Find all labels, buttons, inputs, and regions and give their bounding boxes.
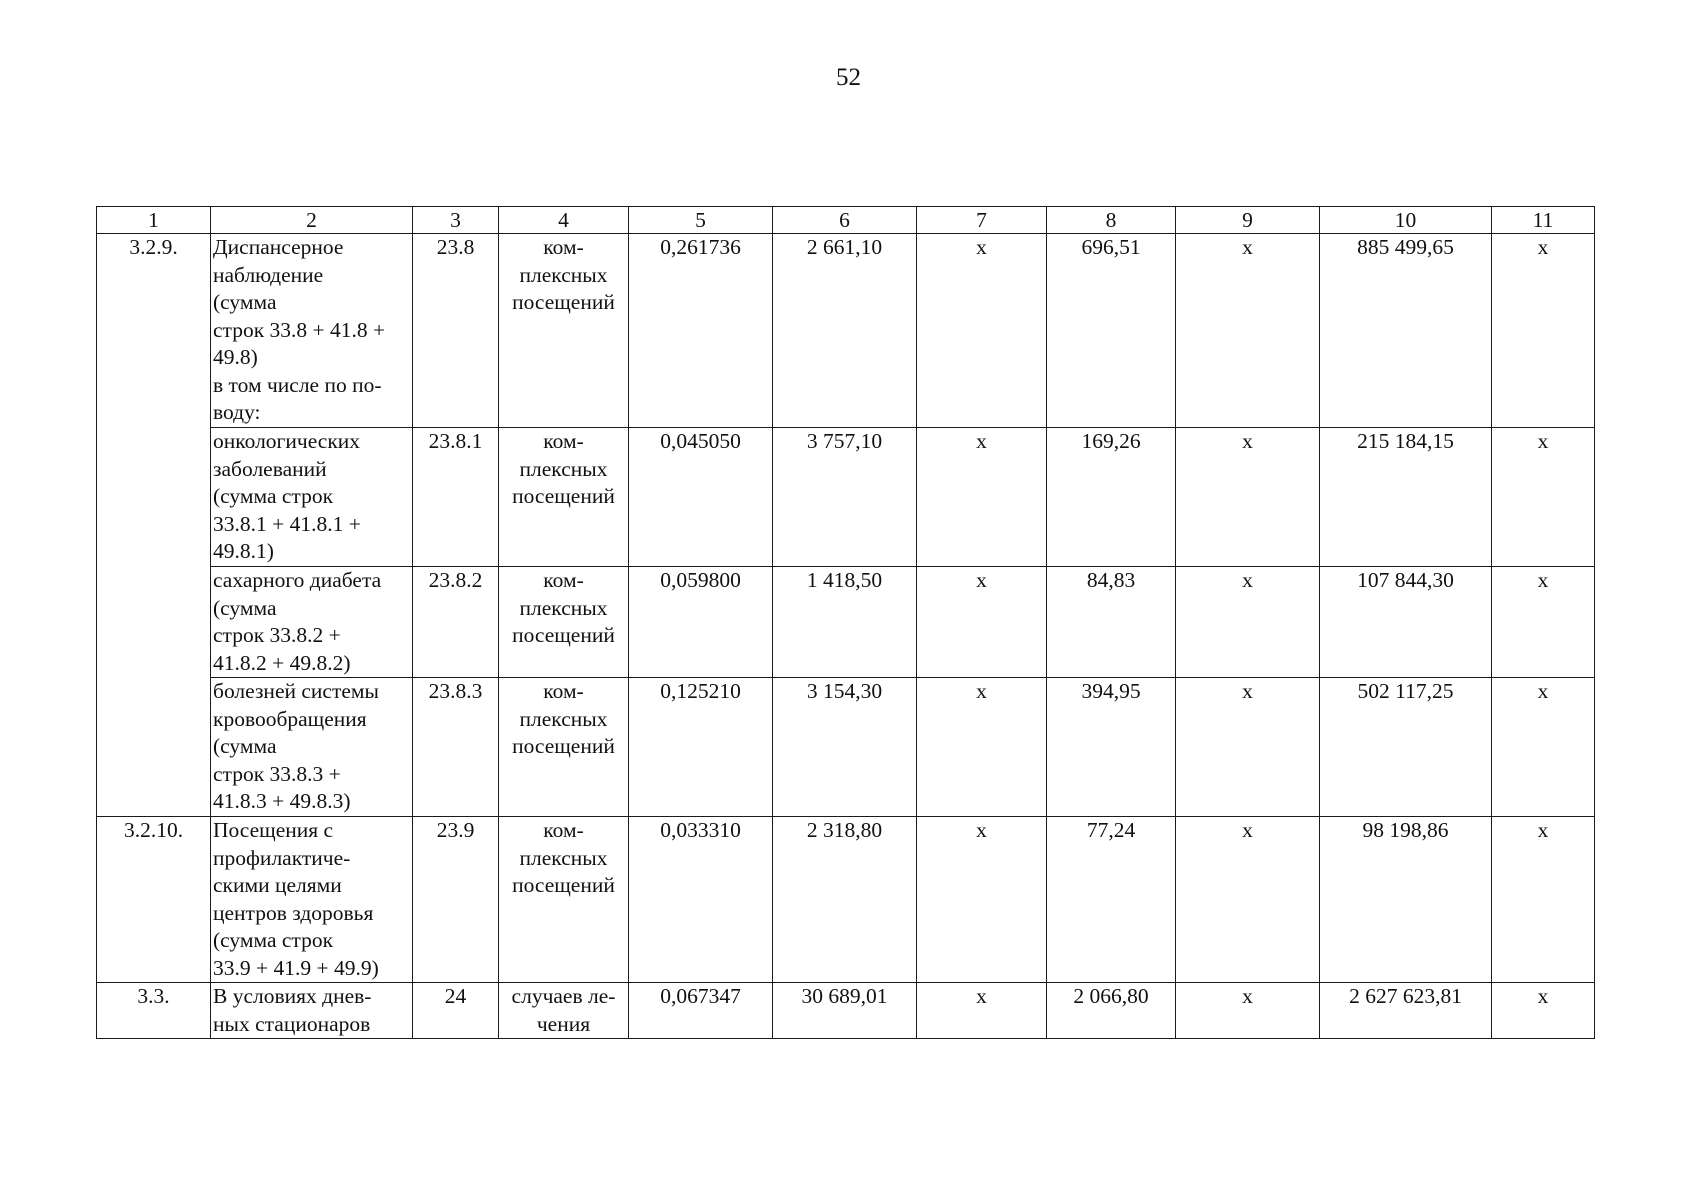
row-unit xyxy=(499,678,629,817)
row-unit xyxy=(499,234,629,428)
name-line: 41.8.3 + 49.8.3) xyxy=(213,789,351,813)
row-code: 3.2.9. xyxy=(97,234,211,817)
column-header: 6 xyxy=(773,207,917,234)
row-name xyxy=(211,567,413,678)
unit-line: ком- xyxy=(543,818,584,842)
cell-col5: 0,125210 xyxy=(629,678,773,817)
column-header: 9 xyxy=(1176,207,1320,234)
row-name xyxy=(211,678,413,817)
cell-col10: 107 844,30 xyxy=(1320,567,1492,678)
row-number: 23.8.3 xyxy=(413,678,499,817)
name-line: болезней системы xyxy=(213,679,379,703)
row-number: 23.8.2 xyxy=(413,567,499,678)
cell-col11: x xyxy=(1492,983,1595,1039)
row-name xyxy=(211,234,413,428)
name-line: строк 33.8.3 + xyxy=(213,761,341,786)
table-row xyxy=(97,567,1595,678)
cell-col6: 30 689,01 xyxy=(773,983,917,1039)
unit-line: посещений xyxy=(512,290,615,314)
unit-line: посещений xyxy=(512,734,615,758)
unit-line: плексных xyxy=(519,262,608,287)
page-number: 52 xyxy=(836,64,861,91)
name-line: Диспансерное xyxy=(213,235,344,259)
cell-col7: x xyxy=(917,567,1047,678)
row-unit xyxy=(499,983,629,1039)
name-line: 33.8.1 + 41.8.1 + xyxy=(213,511,361,536)
row-name xyxy=(211,428,413,567)
data-table xyxy=(96,206,1595,1039)
column-header: 5 xyxy=(629,207,773,234)
cell-col8: 77,24 xyxy=(1047,817,1176,983)
table-row xyxy=(97,234,1595,428)
name-line: В условиях днев- xyxy=(213,984,372,1008)
row-code: 3.3. xyxy=(97,983,211,1039)
table-row xyxy=(97,428,1595,567)
cell-col11: x xyxy=(1492,428,1595,567)
name-line: (сумма xyxy=(213,734,277,758)
column-header: 10 xyxy=(1320,207,1492,234)
name-line: (сумма xyxy=(213,595,277,620)
unit-line: случаев ле- xyxy=(511,984,616,1008)
cell-col7: x xyxy=(917,817,1047,983)
header-row xyxy=(97,207,1595,234)
cell-col7: x xyxy=(917,678,1047,817)
column-header: 1 xyxy=(97,207,211,234)
cell-col9: x xyxy=(1176,983,1320,1039)
cell-col9: x xyxy=(1176,817,1320,983)
name-line: воду: xyxy=(213,400,261,424)
name-line: ных стационаров xyxy=(213,1011,371,1036)
row-code: 3.2.10. xyxy=(97,817,211,983)
cell-col5: 0,067347 xyxy=(629,983,773,1039)
unit-line: плексных xyxy=(519,845,608,870)
name-line: строк 33.8.2 + xyxy=(213,623,341,647)
cell-col10: 885 499,65 xyxy=(1320,234,1492,428)
name-line: 33.9 + 41.9 + 49.9) xyxy=(213,955,379,980)
unit-line: посещений xyxy=(512,484,615,508)
unit-line: посещений xyxy=(512,873,615,897)
cell-col10: 215 184,15 xyxy=(1320,428,1492,567)
cell-col11: x xyxy=(1492,567,1595,678)
cell-col8: 696,51 xyxy=(1047,234,1176,428)
cell-col8: 84,83 xyxy=(1047,567,1176,678)
cell-col11: x xyxy=(1492,678,1595,817)
cell-col10: 98 198,86 xyxy=(1320,817,1492,983)
cell-col9: x xyxy=(1176,428,1320,567)
column-header: 4 xyxy=(499,207,629,234)
name-line: в том числе по по- xyxy=(213,372,382,397)
name-line: центров здоровья xyxy=(213,900,374,925)
name-line: (сумма строк xyxy=(213,484,334,508)
unit-line: плексных xyxy=(519,595,608,620)
cell-col6: 3 154,30 xyxy=(773,678,917,817)
name-line: строк 33.8 + 41.8 + xyxy=(213,317,386,342)
name-line: кровообращения xyxy=(213,706,367,731)
cell-col5: 0,033310 xyxy=(629,817,773,983)
name-line: скими целями xyxy=(213,873,342,897)
table-row xyxy=(97,983,1595,1039)
name-line: 49.8.1) xyxy=(213,539,274,563)
table-row xyxy=(97,678,1595,817)
unit-line: посещений xyxy=(512,623,615,647)
cell-col5: 0,045050 xyxy=(629,428,773,567)
cell-col10: 2 627 623,81 xyxy=(1320,983,1492,1039)
cell-col8: 169,26 xyxy=(1047,428,1176,567)
name-line: профилактиче- xyxy=(213,845,351,870)
row-number: 23.8.1 xyxy=(413,428,499,567)
row-unit xyxy=(499,567,629,678)
unit-line: ком- xyxy=(543,679,584,703)
cell-col10: 502 117,25 xyxy=(1320,678,1492,817)
cell-col6: 1 418,50 xyxy=(773,567,917,678)
name-line: заболеваний xyxy=(213,456,327,481)
row-number: 23.8 xyxy=(413,234,499,428)
cell-col9: x xyxy=(1176,234,1320,428)
cell-col7: x xyxy=(917,428,1047,567)
name-line: (сумма xyxy=(213,290,277,314)
cell-col11: x xyxy=(1492,234,1595,428)
table-row xyxy=(97,817,1595,983)
cell-col6: 2 318,80 xyxy=(773,817,917,983)
unit-line: чения xyxy=(536,1011,591,1036)
cell-col6: 3 757,10 xyxy=(773,428,917,567)
row-unit xyxy=(499,428,629,567)
column-header: 11 xyxy=(1492,207,1595,234)
cell-col5: 0,059800 xyxy=(629,567,773,678)
cell-col9: x xyxy=(1176,678,1320,817)
cell-col9: x xyxy=(1176,567,1320,678)
cell-col11: x xyxy=(1492,817,1595,983)
name-line: 49.8) xyxy=(213,345,258,369)
column-header: 3 xyxy=(413,207,499,234)
name-line: Посещения с xyxy=(213,818,334,842)
column-header: 7 xyxy=(917,207,1047,234)
cell-col8: 394,95 xyxy=(1047,678,1176,817)
cell-col8: 2 066,80 xyxy=(1047,983,1176,1039)
cell-col7: x xyxy=(917,234,1047,428)
row-name xyxy=(211,983,413,1039)
unit-line: плексных xyxy=(519,706,608,731)
cell-col5: 0,261736 xyxy=(629,234,773,428)
column-header: 2 xyxy=(211,207,413,234)
column-header: 8 xyxy=(1047,207,1176,234)
row-number: 23.9 xyxy=(413,817,499,983)
name-line: (сумма строк xyxy=(213,928,334,952)
unit-line: ком- xyxy=(543,429,584,453)
row-unit xyxy=(499,817,629,983)
row-number: 24 xyxy=(413,983,499,1039)
name-line: сахарного диабета xyxy=(213,568,382,592)
cell-col6: 2 661,10 xyxy=(773,234,917,428)
cell-col7: x xyxy=(917,983,1047,1039)
name-line: онкологических xyxy=(213,429,361,453)
row-name xyxy=(211,817,413,983)
unit-line: плексных xyxy=(519,456,608,481)
name-line: наблюдение xyxy=(213,262,324,287)
unit-line: ком- xyxy=(543,568,584,592)
unit-line: ком- xyxy=(543,235,584,259)
name-line: 41.8.2 + 49.8.2) xyxy=(213,650,351,675)
